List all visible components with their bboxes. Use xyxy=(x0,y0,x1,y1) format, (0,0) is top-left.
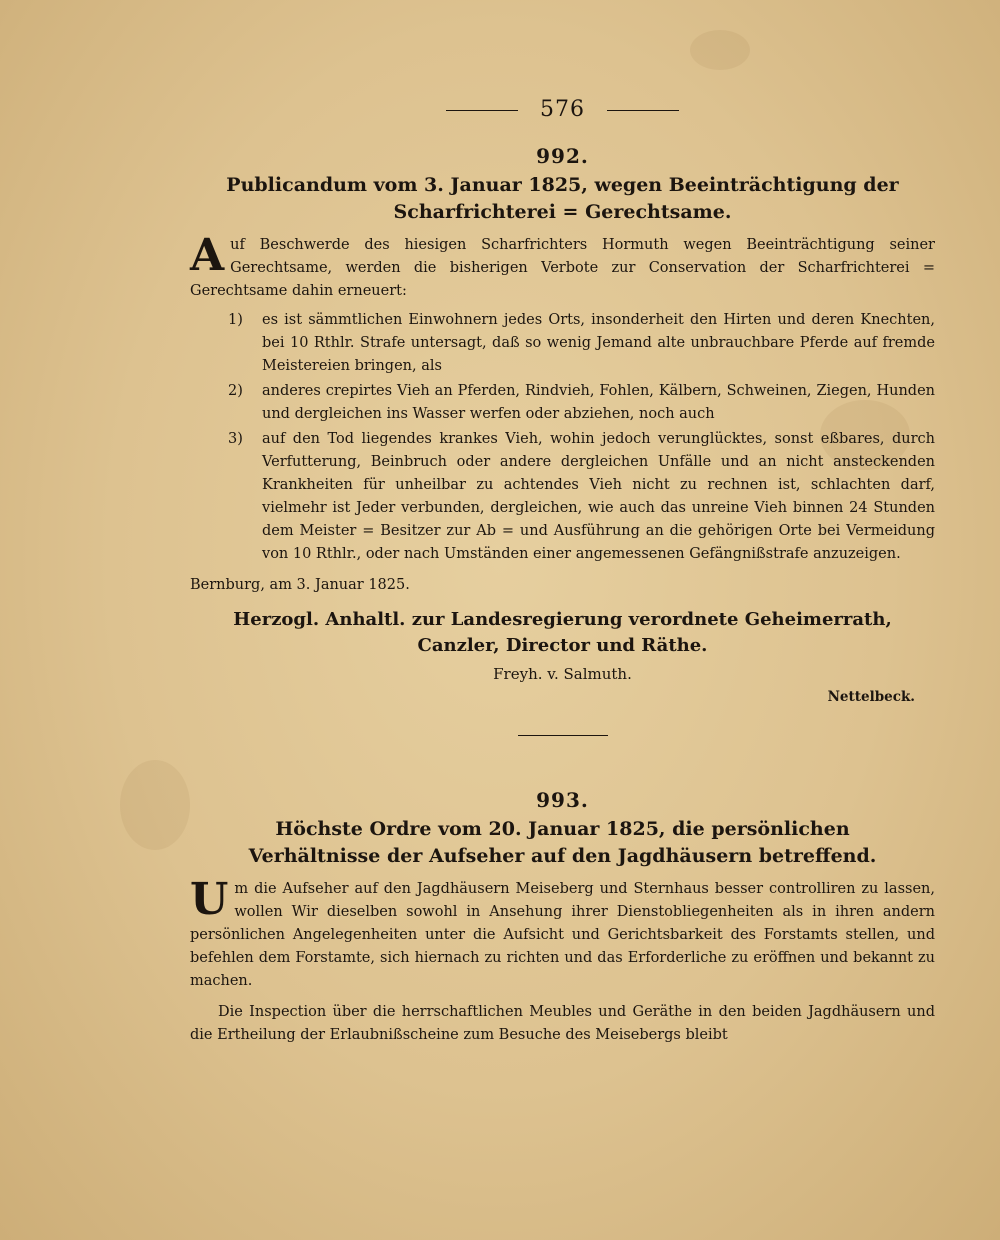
section-number: 993. xyxy=(536,788,589,812)
list-item-number: 2) xyxy=(228,383,243,399)
paper-stain xyxy=(690,30,750,70)
intro-text: uf Beschwerde des hiesigen Scharfrichters Hormuth wegen Beeinträchtigung seiner Gerechtsame, werden die bisherigen Verbote zur Conservation der Scharfrichterei = Gerechtsame dahin erneuert: xyxy=(190,237,935,299)
list-item xyxy=(190,309,935,378)
paragraph-text: m die Aufseher auf den Jagdhäusern Meiseberg und Sternhaus besser controlliren zu lassen, wollen Wir dieselben sowohl in Ansehung ihrer Dienstobliegenheiten als in ihren andern persönlichen Angelegenheiten unter die Aufsicht und Gerichtsbarkeit des Forstamts stellen, und befehlen dem Forstamte, sich hiernach zu richten und das Erforderliche zu eröffnen und bekannt zu machen. xyxy=(190,881,935,989)
list-item-text: auf den Tod liegendes krankes Vieh, wohin jedoch verunglücktes, sonst eßbares, durch Verfutterung, Beinbruch oder andere dergleichen Unfälle und an nicht ansteckenden Krankheiten für unheilbar zu achtendes Vieh nicht zu rechnen ist, schlachten darf, vielmehr ist Jeder verbunden, dergleichen, wie auch das unreine Vieh binnen 24 Stunden dem Meister = Besitzer zur Ab = und Ausführung an die gehörigen Orte bei Vermeidung von 10 Rthlr., oder nach Umständen einer angemessenen Gefängnißstrafe anzuzeigen. xyxy=(262,431,935,562)
header-rule-right xyxy=(607,110,679,111)
section-separator xyxy=(518,735,608,736)
list-item xyxy=(190,380,935,426)
body-paragraph xyxy=(190,874,935,993)
page-number: 576 xyxy=(540,97,585,122)
ordinance-list xyxy=(190,309,935,566)
paper-stain xyxy=(120,760,190,850)
drop-cap: U xyxy=(190,874,229,925)
signature-secondary: Nettelbeck. xyxy=(827,689,915,705)
dateline: Bernburg, am 3. Januar 1825. xyxy=(190,577,410,593)
drop-cap: A xyxy=(190,230,225,281)
body-paragraph: Die Inspection über die herrschaftlichen Meubles und Geräthe in den beiden Jagdhäusern und die Ertheilung der Erlaubnißscheine zum Besuche des Meisebergs bleibt xyxy=(190,1004,935,1043)
section-title: Höchste Ordre vom 20. Januar 1825, die persönlichen Verhältnisse der Aufseher auf den Jagdhäusern betreffend. xyxy=(248,818,877,867)
page-header xyxy=(190,90,935,130)
list-item xyxy=(190,428,935,566)
intro-paragraph xyxy=(190,230,935,303)
section-number: 992. xyxy=(536,144,589,168)
list-item-text: es ist sämmtlichen Einwohnern jedes Orts, insonderheit den Hirten und deren Knechten, bei 10 Rthlr. Strafe untersagt, daß so wenig Jemand alte unbrauchbare Pferde auf fremde Meistereien bringen, als xyxy=(262,312,935,374)
list-item-number: 3) xyxy=(228,431,243,447)
section-title: Publicandum vom 3. Januar 1825, wegen Beeinträchtigung der Scharfrichterei = Gerechtsame. xyxy=(226,174,899,223)
header-rule-left xyxy=(446,110,518,111)
list-item-number: 1) xyxy=(228,312,243,328)
document-page xyxy=(190,90,935,1170)
issuing-authority: Herzogl. Anhaltl. zur Landesregierung verordnete Geheimerrath, Canzler, Director und Räthe. xyxy=(233,609,892,656)
signature-primary: Freyh. v. Salmuth. xyxy=(493,665,632,683)
list-item-text: anderes crepirtes Vieh an Pferden, Rindvieh, Fohlen, Kälbern, Schweinen, Ziegen, Hunden und dergleichen ins Wasser werfen oder abziehen, noch auch xyxy=(262,383,935,422)
